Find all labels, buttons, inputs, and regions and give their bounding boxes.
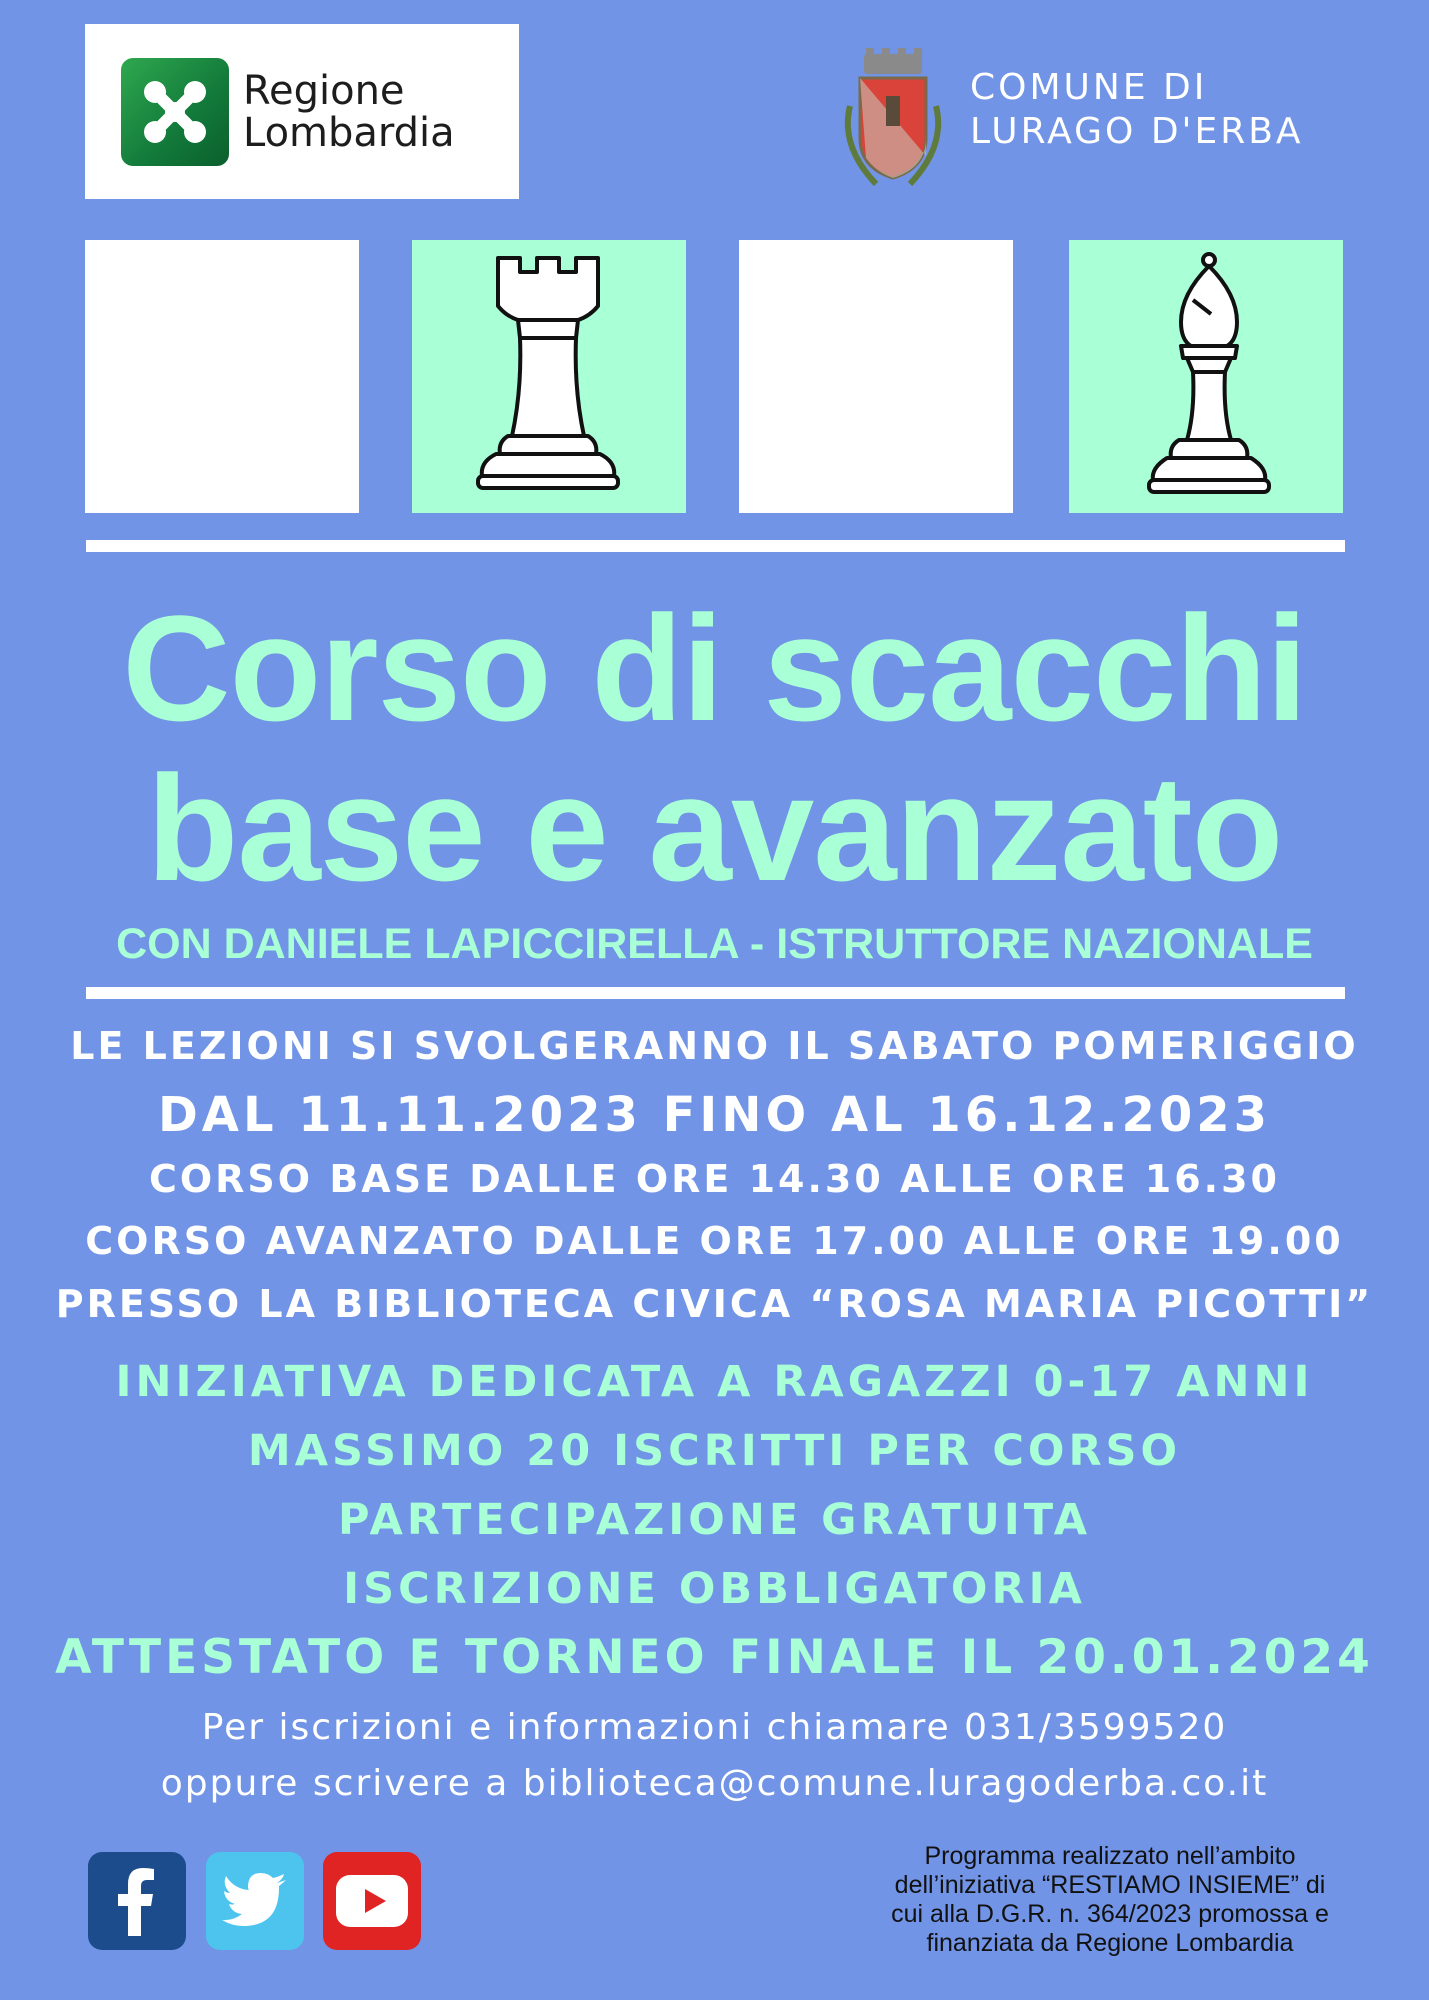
white-square-1	[85, 240, 359, 513]
divider-bottom	[86, 987, 1345, 999]
highlight-final-tournament: ATTESTATO E TORNEO FINALE IL 20.01.2024	[55, 1630, 1374, 1685]
program-footnote	[840, 1842, 1380, 1958]
contact-email[interactable]: oppure scrivere a biblioteca@comune.luragoderba.co.it	[160, 1763, 1269, 1804]
regione-lombardia-wordmark	[243, 67, 455, 156]
course-title	[0, 584, 1429, 912]
rook-piece-icon	[412, 240, 686, 513]
details-base-hours: CORSO BASE DALLE ORE 14.30 ALLE ORE 16.30	[148, 1157, 1280, 1201]
highlight-free: PARTECIPAZIONE GRATUITA	[337, 1495, 1092, 1545]
lombardia-rosa-camuna-icon	[121, 58, 229, 166]
details-dates: DAL 11.11.2023 FINO AL 16.12.2023	[157, 1087, 1272, 1143]
white-square-2	[739, 240, 1013, 513]
title-line2: base e avanzato	[146, 744, 1283, 912]
details-line1: LE LEZIONI SI SVOLGERANNO IL SABATO POMERIGGIO	[70, 1024, 1359, 1068]
highlight-mandatory: ISCRIZIONE OBBLIGATORIA	[343, 1564, 1086, 1614]
bishop-piece-icon	[1069, 240, 1343, 513]
facebook-icon[interactable]	[88, 1852, 186, 1950]
comune-name	[970, 66, 1304, 154]
divider-top	[86, 540, 1345, 552]
highlight-age: INIZIATIVA DEDICATA A RAGAZZI 0-17 ANNI	[115, 1357, 1314, 1407]
mint-square-rook	[412, 240, 686, 513]
instructor-subtitle: CON DANIELE LAPICCIRELLA - ISTRUTTORE NAZIONALE	[116, 920, 1313, 968]
title-line1: Corso di scacchi	[122, 584, 1307, 752]
comune-line1: COMUNE DI	[970, 67, 1208, 108]
region-logo-line2: Lombardia	[243, 109, 455, 156]
highlight-max-participants: MASSIMO 20 ISCRITTI PER CORSO	[247, 1426, 1182, 1476]
twitter-icon[interactable]	[206, 1852, 304, 1950]
mint-square-bishop	[1069, 240, 1343, 513]
contact-phone: Per iscrizioni e informazioni chiamare 031/3599520	[201, 1707, 1228, 1748]
footnote-line3: cui alla D.G.R. n. 364/2023 promossa e	[891, 1900, 1329, 1928]
footnote-line1: Programma realizzato nell’ambito	[924, 1842, 1296, 1870]
region-logo-line1: Regione	[243, 67, 405, 114]
regione-lombardia-logo	[85, 24, 519, 199]
details-location: PRESSO LA BIBLIOTECA CIVICA “ROSA MARIA PICOTTI”	[55, 1282, 1374, 1326]
comune-crest-icon	[836, 46, 950, 196]
youtube-icon[interactable]	[323, 1852, 421, 1950]
details-advanced-hours: CORSO AVANZATO DALLE ORE 17.00 ALLE ORE 19.00	[85, 1219, 1344, 1263]
footnote-line2: dell’iniziativa “RESTIAMO INSIEME” di	[894, 1871, 1326, 1899]
footnote-line4: finanziata da Regione Lombardia	[926, 1929, 1294, 1957]
comune-line2: LURAGO D'ERBA	[970, 111, 1304, 152]
